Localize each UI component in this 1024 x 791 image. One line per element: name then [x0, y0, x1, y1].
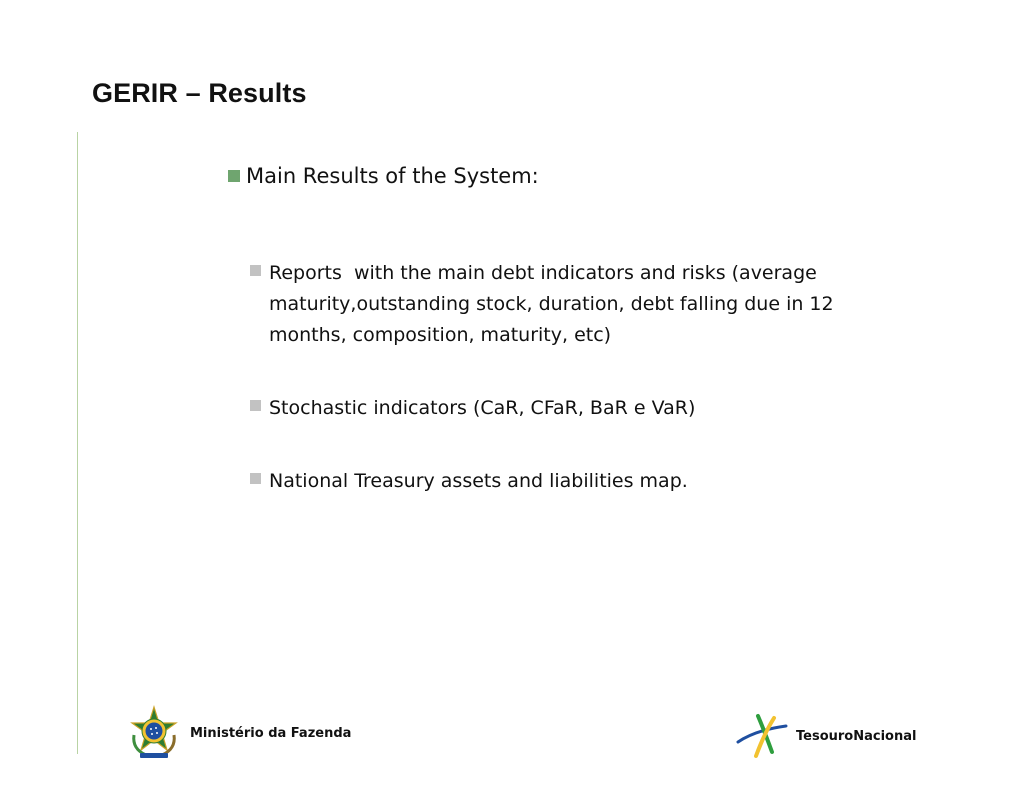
- tesouro-nacional-logo-icon: [736, 712, 790, 760]
- brazil-coat-of-arms-icon: [128, 705, 180, 761]
- slide-title: GERIR – Results: [92, 78, 307, 108]
- sub-bullet-text: National Treasury assets and liabilities map.: [269, 470, 688, 492]
- ministry-label: Ministério da Fazenda: [190, 725, 352, 741]
- sub-bullet-text: Reports with the main debt indicators and risks (average maturity,outstanding stock, duration, debt falling due in 12 months, composition, maturity, etc): [269, 262, 840, 346]
- sub-bullet-item: [250, 466, 910, 497]
- footer-tesouro: [736, 712, 916, 760]
- square-bullet-icon: [250, 265, 261, 276]
- sub-bullet-list: [250, 258, 910, 539]
- sub-bullet-text: Stochastic indicators (CaR, CFaR, BaR e VaR): [269, 397, 696, 419]
- main-bullet: [228, 163, 539, 189]
- square-bullet-icon: [228, 170, 240, 182]
- sub-bullet-item: [250, 393, 910, 424]
- square-bullet-icon: [250, 400, 261, 411]
- sub-bullet-item: [250, 258, 910, 351]
- square-bullet-icon: [250, 473, 261, 484]
- vertical-divider: [77, 132, 78, 754]
- tesouro-label: TesouroNacional: [796, 728, 917, 744]
- main-bullet-text: Main Results of the System:: [246, 164, 539, 188]
- footer-ministry: [128, 705, 351, 761]
